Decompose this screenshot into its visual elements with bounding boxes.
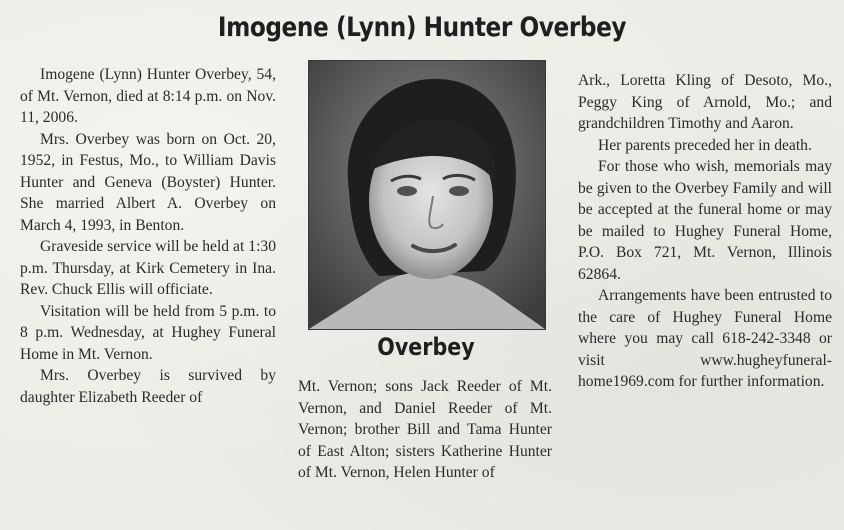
paragraph-preceded-in-death: Her parents preceded her in death. [598, 136, 812, 154]
paragraph-memorials: For those who wish, memorials may be given to the Overbey Family and will be accepted at the funeral home or may be mailed to Hughey Funeral Home, P.O. Box 721, Mt. Vernon, Illinois 62864. [578, 158, 832, 283]
obituary-headline: Imogene (Lynn) Hunter Overbey [217, 12, 627, 43]
paragraph-graveside-service: Graveside service will be held at 1:30 p.m. Thursday, at Kirk Cemetery in Ina. Rev. Chuck Ellis will officiate. [20, 238, 276, 298]
paragraph-survivors-continued: Mt. Vernon; sons Jack Reeder of Mt. Vernon, and Daniel Reeder of Mt. Vernon; brother Bill and Tama Hunter of East Alton; sisters Katherine Hunter of Mt. Vernon, Helen Hunter of [298, 378, 552, 481]
paragraph-survivors-start: Mrs. Overbey is survived by daughter Elizabeth Reeder of [20, 367, 276, 406]
paragraph-visitation: Visitation will be held from 5 p.m. to 8 p.m. Wednesday, at Hughey Funeral Home in Mt. Vernon. [20, 302, 276, 363]
text-column-left [20, 64, 276, 408]
text-column-right [578, 70, 832, 393]
paragraph-death-notice: Imogene (Lynn) Hunter Overbey, 54, of Mt. Vernon, died at 8:14 p.m. on Nov. 11, 2006. [20, 66, 276, 126]
portrait-photo [308, 60, 546, 330]
paragraph-survivors-end: Ark., Loretta Kling of Desoto, Mo., Peggy King of Arnold, Mo.; and grandchildren Timothy and Aaron. [578, 72, 832, 132]
paragraph-birth-marriage: Mrs. Overbey was born on Oct. 20, 1952, in Festus, Mo., to William Davis Hunter and Geneva (Boyster) Hunter. She married Albert A. Overbey on March 4, 1993, in Benton. [20, 130, 276, 234]
photo-caption: Overbey [377, 333, 475, 361]
text-column-middle [298, 376, 552, 484]
paragraph-arrangements: Arrangements have been entrusted to the care of Hughey Funeral Home where you may call 618-242-3348 or visit www.hugheyfuneral-home1969.com for further information. [578, 287, 832, 390]
